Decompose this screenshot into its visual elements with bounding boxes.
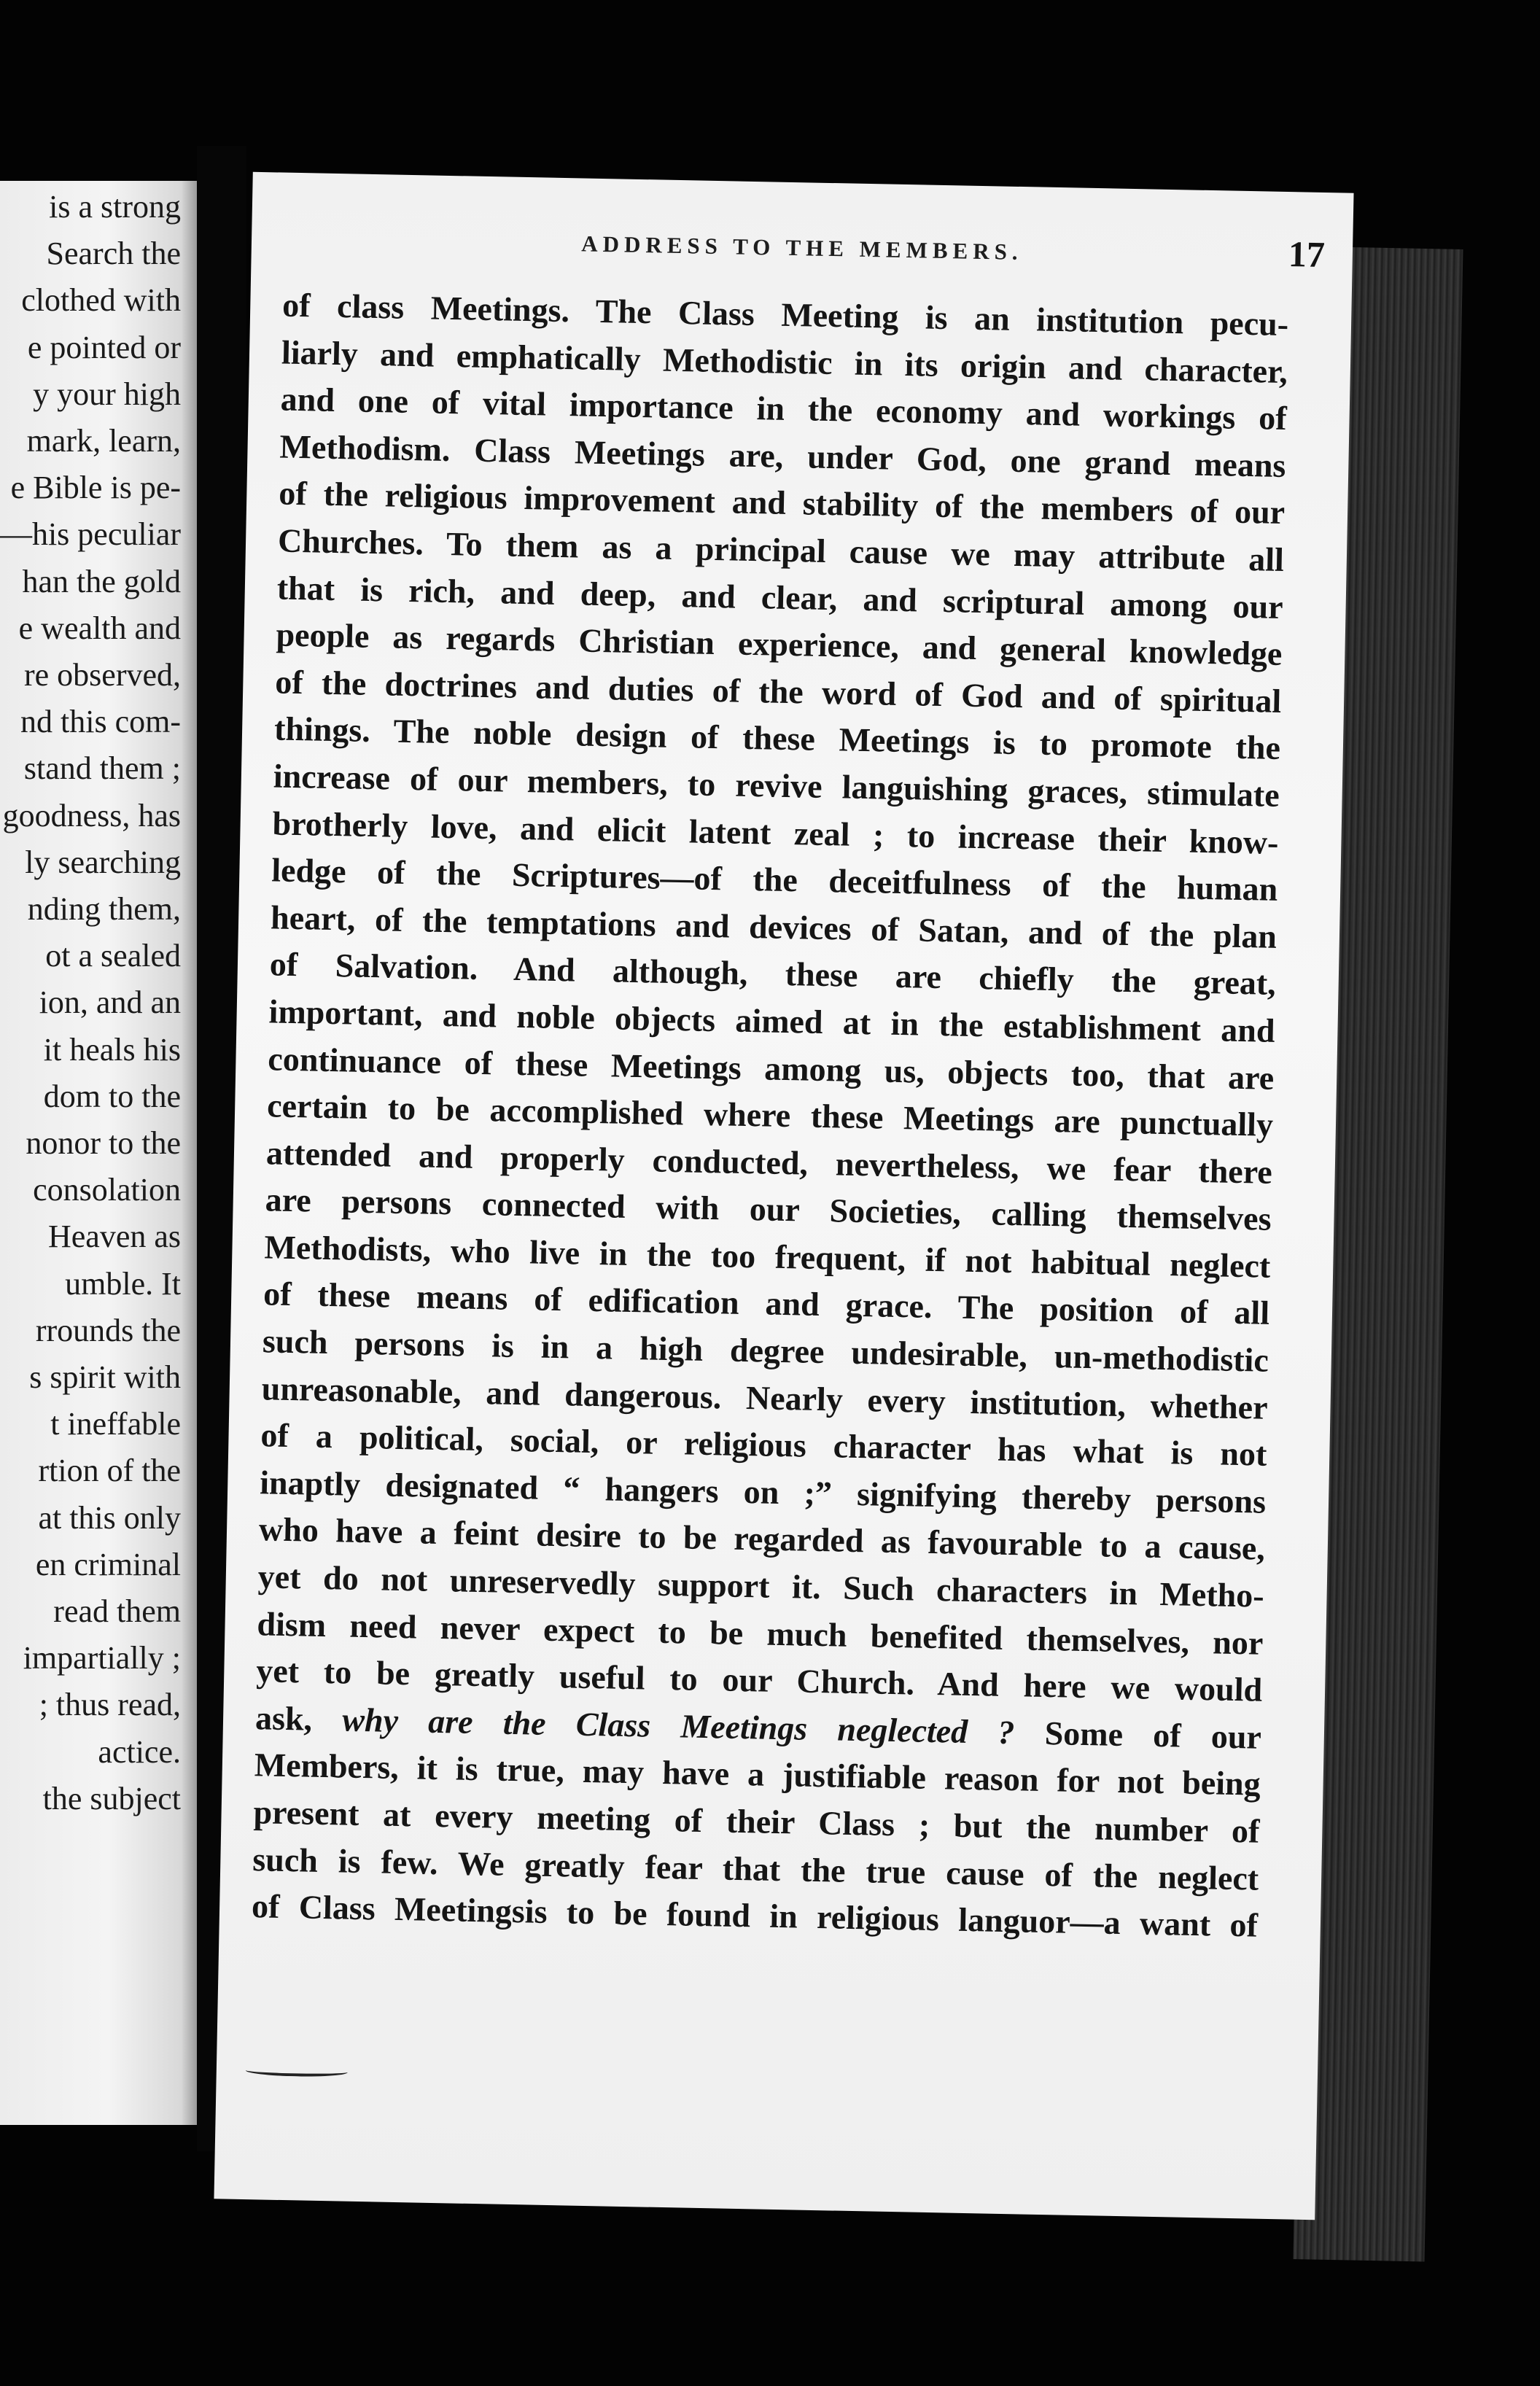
body-line: that is rich, and deep, and clear, and scriptural among our	[276, 569, 1284, 626]
body-line: things. The noble design of these Meetings is to promote the	[273, 710, 1281, 767]
body-line: and one of vital importance in the economy and workings of	[280, 380, 1288, 438]
body-line: who have a feint desire to be regarded as favourable to a cause,	[258, 1510, 1266, 1568]
body-line: inaptly designated “ hangers on ;” signifying thereby persons	[259, 1464, 1267, 1520]
body-line: of the doctrines and duties of the word of God and of spiritual	[274, 663, 1282, 720]
left-page-line: rrounds the	[35, 1312, 181, 1348]
left-page-line: clothed with	[21, 282, 181, 319]
right-page	[214, 172, 1353, 2220]
body-line: attended and properly conducted, nevertheless, we fear there	[265, 1134, 1273, 1191]
left-page-line: en criminal	[35, 1546, 181, 1582]
left-page-line: ly searching	[25, 844, 181, 880]
body-line: Churches. To them as a principal cause we may attribute all	[277, 521, 1285, 578]
left-page-line: e wealth and	[18, 610, 181, 646]
body-line: yet to be greatly useful to our Church. And here we would	[255, 1652, 1263, 1709]
body-line: present at every meeting of their Class ; but the number of	[253, 1793, 1260, 1850]
left-page-line: rtion of the	[38, 1453, 181, 1489]
body-line: unreasonable, and dangerous. Nearly every institution, whether	[261, 1369, 1269, 1426]
body-line: such is few. We greatly fear that the true cause of the neglect	[252, 1840, 1259, 1897]
italic-question: why are the Class Meetings neglected ?	[341, 1701, 1015, 1752]
left-page-line: ot a sealed	[45, 938, 181, 974]
left-page-line: nding them,	[27, 891, 181, 927]
left-page-line: impartially ;	[23, 1640, 181, 1676]
left-page-line: dom to the	[43, 1078, 181, 1114]
left-page-line: consolation	[33, 1172, 181, 1208]
left-page-line: the subject	[42, 1780, 181, 1816]
body-line: certain to be accomplished where these Meetings are punctually	[266, 1087, 1274, 1143]
left-page-line: nonor to the	[26, 1125, 181, 1161]
left-page-line: at this only	[38, 1499, 181, 1536]
body-line: of a political, social, or religious character has what is not	[260, 1416, 1267, 1474]
body-line: dism need never expect to be much benefited themselves, nor	[257, 1604, 1264, 1662]
body-line-segment: Some of our	[1014, 1714, 1262, 1756]
body-text	[252, 282, 1289, 1950]
body-line: continuance of these Meetings among us, objects too, that are	[268, 1039, 1275, 1097]
left-page-line: e Bible is pe-	[10, 470, 181, 506]
left-page-line: y your high	[33, 376, 181, 412]
body-line: people as regards Christian experience, and general knowledge	[276, 615, 1283, 673]
body-line: Members, it is true, may have a justifiable reason for not being	[254, 1746, 1261, 1803]
body-line: of the religious improvement and stability of the members of our	[278, 474, 1286, 532]
left-page-line: —his peculiar	[0, 516, 181, 553]
left-page-line: actice.	[98, 1733, 181, 1770]
body-line: yet do not unreservedly support it. Such characters in Metho-	[257, 1558, 1265, 1614]
left-page-line: han the gold	[22, 563, 181, 599]
left-page-line: e pointed or	[27, 329, 181, 365]
body-line: ledge of the Scriptures—of the deceitfulness of the human	[271, 851, 1278, 909]
left-page-line: Search the	[46, 236, 181, 272]
body-line: important, and noble objects aimed at in the establishment and	[268, 992, 1275, 1049]
body-line: brotherly love, and elicit latent zeal ; to increase their know-	[272, 804, 1279, 861]
pencil-underline-mark	[246, 2065, 348, 2078]
body-line: heart, of the temptations and devices of Satan, and of the plan	[270, 898, 1278, 955]
left-page-line: stand them ;	[23, 750, 181, 787]
body-line: increase of our members, to revive languishing graces, stimulate	[273, 757, 1280, 814]
body-line-segment: ask,	[254, 1699, 343, 1738]
body-line: are persons connected with our Societies, calling themselves	[265, 1181, 1272, 1238]
left-page-line: umble. It	[65, 1265, 181, 1302]
left-page-fragment	[0, 181, 197, 2125]
running-head: ADDRESS TO THE MEMBERS.	[580, 230, 1023, 265]
left-page-line: mark, learn,	[26, 423, 181, 459]
body-line: Methodism. Class Meetings are, under God, one grand means	[279, 427, 1286, 484]
left-page-line: read them	[53, 1593, 181, 1629]
left-page-line: re observed,	[23, 657, 181, 693]
body-line: of class Meetings. The Class Meeting is an institution pecu-	[281, 286, 1289, 343]
left-page-line: is a strong	[49, 189, 181, 225]
body-line: of these means of edification and grace. The position of all	[262, 1275, 1270, 1332]
body-line: of Salvation. And although, these are chiefly the great,	[269, 945, 1277, 1003]
body-line: liarly and emphatically Methodistic in its origin and character,	[281, 333, 1288, 390]
left-page-line: Heaven as	[47, 1219, 181, 1255]
left-page-line: ion, and an	[39, 984, 181, 1021]
left-page-line: t ineffable	[50, 1406, 181, 1442]
body-line: Methodists, who live in the too frequent, if not habitual neglect	[264, 1228, 1271, 1285]
left-page-line: s spirit with	[29, 1359, 181, 1395]
body-line: of Class Meetingsis to be found in religious languor—a want of	[251, 1887, 1259, 1944]
left-page-line: goodness, has	[2, 797, 181, 833]
left-page-line: nd this com-	[20, 704, 181, 740]
left-page-line: ; thus read,	[39, 1687, 181, 1723]
left-page-line: it heals his	[43, 1031, 181, 1068]
body-line: such persons is in a high degree undesirable, un-methodistic	[262, 1322, 1269, 1379]
page-number: 17	[1288, 233, 1326, 275]
